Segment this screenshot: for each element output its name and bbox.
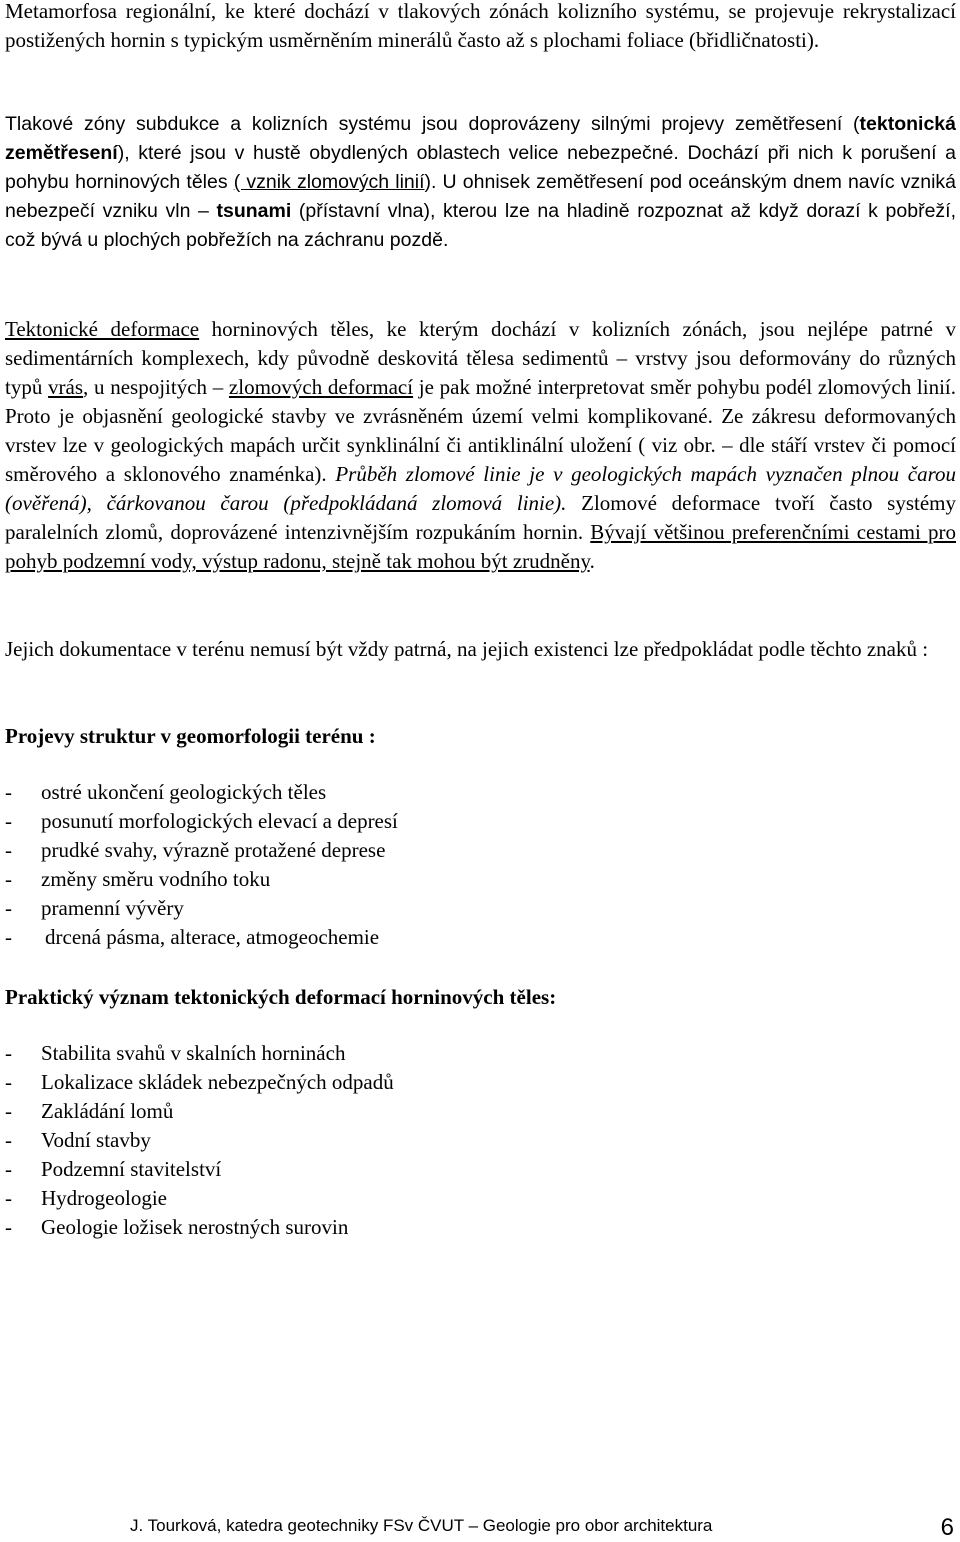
list-item: - pramenní vývěry [5, 896, 184, 920]
page-number: 6 [940, 1514, 954, 1541]
list-item-text: ostré ukončení geologických těles [41, 780, 327, 804]
list-item: - Geologie ložisek nerostných surovin [5, 1215, 349, 1239]
page-footer: J. Tourková, katedra geotechniky FSv ČVUT – Geologie pro obor architektura [130, 1516, 713, 1535]
paragraph-earthquakes [5, 110, 956, 255]
text-span: . [589, 549, 595, 573]
list-item: - ostré ukončení geologických těles [5, 780, 327, 804]
list-item-text: Lokalizace skládek nebezpečných odpadů [41, 1070, 394, 1094]
text-span: ), které jsou v hustě obydlených oblastech velice nebezpečné. Dochází při nich k porušení a pohybu horninových těles [5, 142, 956, 193]
paragraph-documentation-text: Jejich dokumentace v terénu nemusí být vždy patrná, na jejich existenci lze předpokládat podle těchto znaků : [5, 637, 929, 661]
list-item-text: Zakládání lomů [41, 1099, 174, 1123]
list-item: - Lokalizace skládek nebezpečných odpadů [5, 1070, 394, 1094]
list-item: - drcená pásma, alterace, atmogeochemie [5, 925, 380, 949]
list-item: - změny směru vodního toku [5, 867, 271, 891]
list-item-text: Hydrogeologie [41, 1186, 167, 1210]
list-item-text: Stabilita svahů v skalních horninách [41, 1041, 346, 1065]
text-span: , u nespojitých – [83, 375, 229, 399]
list-geomorphology [5, 778, 398, 952]
underlined-groundwater-note: Bývají většinou preferenčními cestami pro pohyb podzemní vody, výstup radonu, stejně tak mohou být zrudněny [5, 520, 956, 573]
paragraph-documentation [5, 635, 956, 664]
list-item: - posunutí morfologických elevací a depresí [5, 809, 398, 833]
list-item: - Hydrogeologie [5, 1186, 167, 1210]
list-item-text: Vodní stavby [41, 1128, 151, 1152]
section-heading-geomorphology: Projevy struktur v geomorfologii terénu : [5, 724, 376, 748]
term-folds: vrás [48, 375, 84, 399]
fault-line-note: Průběh zlomové linie je v geologických mapách vyznačen plnou čarou (ověřená), čárkovanou čarou (předpokládaná zlomová linie). [5, 462, 956, 515]
list-item: - Stabilita svahů v skalních horninách [5, 1041, 346, 1065]
list-item: - Zakládání lomů [5, 1099, 174, 1123]
list-item: - Podzemní stavitelství [5, 1157, 222, 1181]
text-span: horninových těles, ke kterým dochází v kolizních zónách, jsou nejlépe patrné v sedimentárních komplexech, kdy původně deskovitá tělesa sedimentů – vrstvy jsou deformovány do různých typů [5, 317, 956, 399]
paragraph-metamorphism-text: Metamorfosa regionální, ke které dochází v tlakových zónách kolizního systému, se projevuje rekrystalizací postižených hornin s typickým usměrněním minerálů často až s plochami foliace (břidličnatosti). [5, 0, 956, 52]
paragraph-deformations [5, 315, 956, 576]
section-heading-practical: Praktický význam tektonických deformací horninových těles: [5, 985, 557, 1009]
term-tectonic-deformations: Tektonické deformace [5, 317, 200, 341]
term-tsunami: tsunami [216, 200, 292, 222]
list-item: - Vodní stavby [5, 1128, 151, 1152]
paragraph-metamorphism [5, 0, 956, 55]
list-item-text: drcená pásma, alterace, atmogeochemie [45, 925, 380, 949]
list-item-text: Podzemní stavitelství [41, 1157, 222, 1181]
list-item-text: pramenní vývěry [41, 896, 184, 920]
text-span: je pak možné interpretovat směr pohybu podél zlomových linií. Proto je objasnění geologické stavby ve zvrásněném území velmi komplikované. Ze zákresu deformovaných vrstev lze v geologických mapách určit synklinální či antiklinální uložení ( viz obr. – dle stáří vrstev či pomocí směrového a sklonového znaménka). [5, 375, 956, 486]
list-practical [5, 1039, 394, 1242]
text-span: Tlakové zóny subdukce a kolizních systému jsou doprovázeny silnými projevy zemětřesení ( [5, 113, 860, 135]
list-item-text: Geologie ložisek nerostných surovin [41, 1215, 349, 1239]
text-span: Zlomové deformace tvoří často systémy paralelních zlomů, doprovázené intenzivnějším rozpukáním hornin. [5, 491, 956, 544]
text-span: ). U ohnisek zemětřesení pod oceánským dnem navíc vzniká nebezpečí vzniku vln – [5, 171, 956, 222]
term-fault-lines: ( vznik zlomových linií [233, 171, 425, 193]
list-item-text: posunutí morfologických elevací a depresí [41, 809, 398, 833]
list-item-text: prudké svahy, výrazně protažené deprese [41, 838, 386, 862]
term-tectonic-earthquakes: tektonická zemětřesení [5, 113, 956, 164]
text-span: (přístavní vlna), kterou lze na hladině rozpoznat až když dorazí k pobřeží, což bývá u plochých pobřežích na záchranu pozdě. [5, 200, 956, 251]
term-fault-deformations: zlomových deformací [228, 375, 414, 399]
list-item: - prudké svahy, výrazně protažené deprese [5, 838, 386, 862]
list-item-text: změny směru vodního toku [41, 867, 271, 891]
